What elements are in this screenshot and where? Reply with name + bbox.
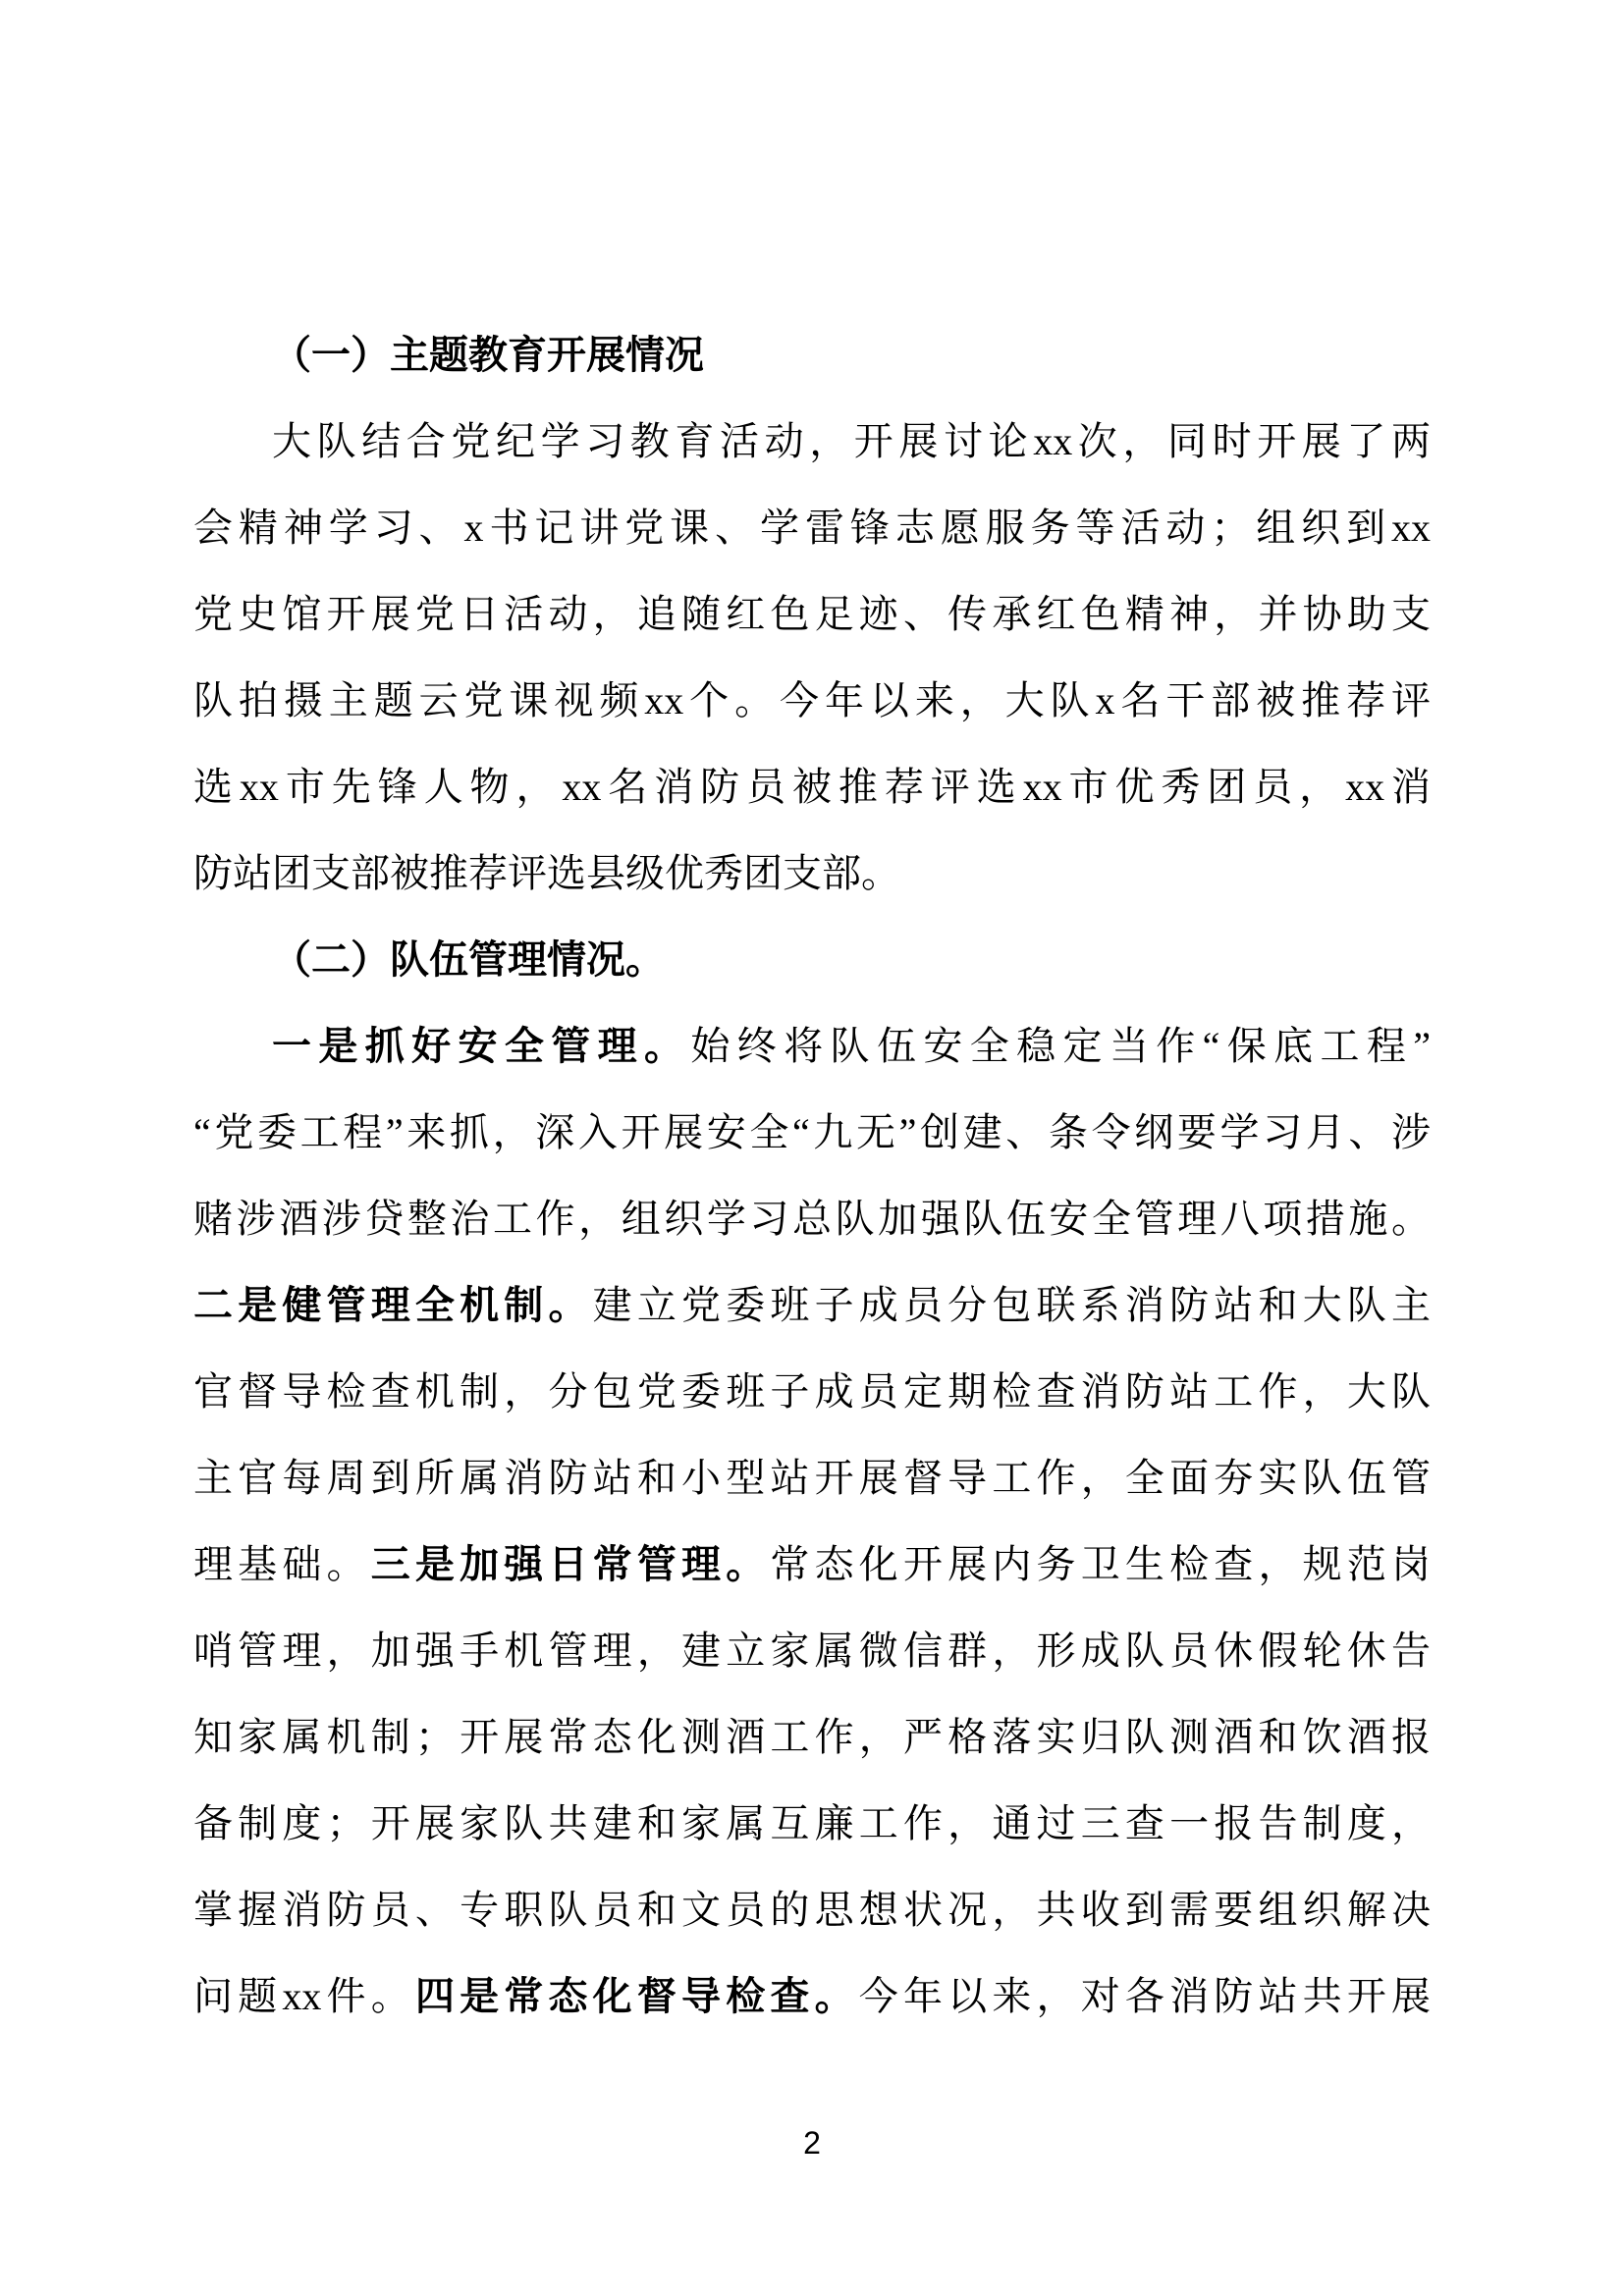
body-text-run: 赌涉酒涉贷整治工作，组织学习总队加强队伍安全管理八项措施。 [193,1197,1431,1241]
body-text-run: 队拍摄主题云党课视频xx个。今年以来，大队x名干部被推荐评 [193,678,1431,722]
text-line [193,1522,1431,1608]
body-text-run: 大队结合党纪学习教育活动，开展讨论xx次，同时开展了两 [272,419,1431,463]
text-line [193,1435,1431,1522]
text-line [193,1349,1431,1435]
body-text-run: 知家属机制；开展常态化测酒工作，严格落实归队测酒和饮酒报 [193,1715,1431,1759]
body-text-run: 始终将队伍安全稳定当作“保底工程” [690,1024,1431,1068]
text-line [193,1090,1431,1176]
body-text-run: 掌握消防员、专职队员和文员的思想状况，共收到需要组织解决 [193,1888,1431,1932]
section1-heading [193,312,1431,399]
body-text-run: 备制度；开展家队共建和家属互廉工作，通过三查一报告制度， [193,1801,1431,1845]
body-text-run: 常态化开展内务卫生检查，规范岗 [770,1542,1432,1586]
section1-heading-text: （一）主题教育开展情况 [272,334,704,377]
section2-heading [193,917,1431,1003]
text-line [193,485,1431,571]
text-line [193,1262,1431,1349]
text-line [193,1694,1431,1781]
text-line [193,1608,1431,1694]
body-text-run: “党委工程”来抓，深入开展安全“九无”创建、条令纲要学习月、涉 [193,1110,1431,1154]
bold-text-run: 四是常态化督导检查。 [414,1975,859,2018]
text-line [193,658,1431,744]
text-line [193,399,1431,485]
text-line [193,1867,1431,1953]
body-text-run: 今年以来，对各消防站共开展 [858,1974,1432,2018]
text-line [193,1003,1431,1090]
bold-text-run: 三是加强日常管理。 [370,1543,771,1586]
text-line [193,1781,1431,1867]
document-body [193,312,1431,2040]
body-text-run: 问题xx件。 [193,1974,415,2018]
page-number: 2 [803,2125,821,2161]
body-text-run: 选xx市先锋人物，xx名消防员被推荐评选xx市优秀团员，xx消 [193,765,1431,809]
text-line [193,830,1431,917]
body-text-run: 主官每周到所属消防站和小型站开展督导工作，全面夯实队伍管 [193,1456,1431,1500]
body-text-run: 防站团支部被推荐评选县级优秀团支部。 [193,851,900,895]
text-line [193,571,1431,658]
section2-heading-text: （二）队伍管理情况。 [272,938,665,982]
body-text-run: 哨管理，加强手机管理，建立家属微信群，形成队员休假轮休告 [193,1629,1431,1673]
body-text-run: 理基础。 [193,1542,371,1586]
bold-text-run: 一是抓好安全管理。 [272,1025,691,1068]
text-line [193,1176,1431,1262]
body-text-run: 官督导检查机制，分包党委班子成员定期检查消防站工作，大队 [193,1369,1431,1414]
text-line [193,744,1431,830]
bold-text-run: 二是健管理全机制。 [193,1284,593,1327]
body-text-run: 党史馆开展党日活动，追随红色足迹、传承红色精神，并协助支 [193,592,1431,636]
body-text-run: 会精神学习、x书记讲党课、学雷锋志愿服务等活动；组织到xx [193,506,1431,550]
body-text-run: 建立党委班子成员分包联系消防站和大队主 [592,1283,1432,1327]
text-line [193,1953,1431,2040]
